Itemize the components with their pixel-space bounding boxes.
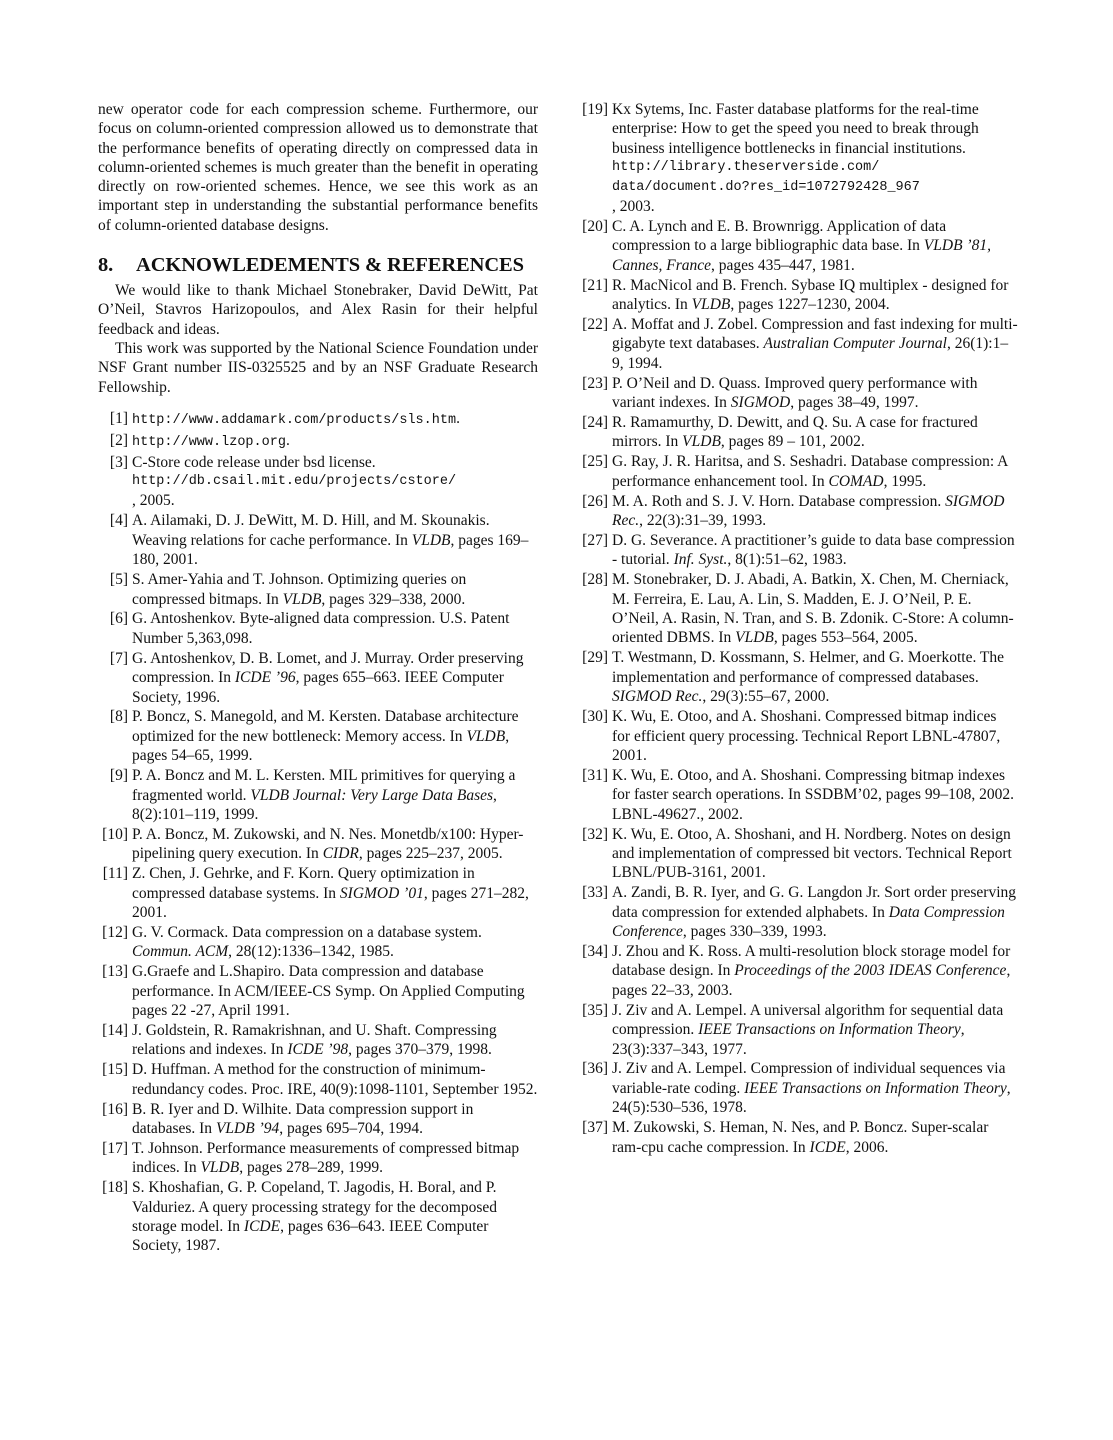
reference-text: C. A. Lynch and E. B. Brownrigg. Application of data compression to a large bibliographic data base. In [612, 217, 947, 255]
reference-number: [22] [582, 315, 608, 333]
reference-item [578, 648, 1018, 706]
reference-text: B. R. Iyer and D. Wilhite. Data compression support in databases. In [132, 1100, 474, 1137]
reference-number: [6] [109, 610, 128, 628]
reference-text: A. Ailamaki, D. J. DeWitt, M. D. Hill, and M. Skounakis. Weaving relations for cache performance. In [132, 512, 490, 549]
reference-item [578, 315, 1018, 373]
reference-item [98, 609, 538, 648]
reference-item [578, 413, 1018, 452]
reference-text: , pages 169–180, 2001. [132, 531, 529, 569]
reference-item [98, 1178, 538, 1256]
reference-text: P. Boncz, S. Manegold, and M. Kersten. Database architecture optimized for the new bottleneck: Memory access. In [132, 708, 519, 745]
reference-venue: VLDB Journal: Very Large Data Bases [250, 786, 494, 804]
reference-item [98, 409, 538, 430]
reference-venue: Inf. Syst. [673, 551, 728, 569]
reference-venue: ICDE ’96 [234, 669, 296, 687]
reference-number: [2] [109, 431, 128, 449]
reference-number: [33] [582, 884, 608, 902]
reference-text: , 24(5):530–536, 1978. [612, 1079, 1011, 1117]
reference-number: [25] [582, 453, 608, 471]
reference-venue: Commun. ACM [132, 943, 229, 961]
reference-text: S. Amer-Yahia and T. Johnson. Optimizing queries on compressed bitmaps. In [132, 571, 467, 608]
reference-item [578, 1118, 1018, 1157]
left-column [98, 100, 538, 1256]
reference-number: [29] [582, 649, 608, 667]
reference-number: [3] [109, 453, 128, 471]
reference-text: A. Zandi, B. R. Iyer, and G. G. Langdon Jr. Sort order preserving data compression for extended alphabets. In [612, 884, 1017, 921]
intro-paragraph: new operator code for each compression scheme. Furthermore, our focus on column-oriented compression allowed us to demonstrate that the performance benefits of operating directly on compressed data in column-oriented schemes is much greater than the benefit in operating directly on row-oriented schemes. Hence, we see this work as an important step in understanding the substantial performance benefits of column-oriented database designs. [98, 101, 538, 234]
reference-item [98, 864, 538, 922]
reference-item [578, 1059, 1018, 1117]
funding-paragraph: This work was supported by the National Science Foundation under NSF Grant number IIS-0325525 and by an NSF Graduate Research Fellowship. [98, 339, 538, 396]
reference-list-left [98, 409, 538, 1256]
reference-number: [15] [102, 1061, 128, 1079]
reference-text: C-Store code release under bsd license. [132, 453, 376, 471]
reference-text: . [285, 431, 290, 449]
reference-venue: VLDB [282, 590, 322, 608]
reference-text: Kx Sytems, Inc. Faster database platforms for the real-time enterprise: How to get the speed you need to break through business intelligence bottlenecks in financial institutions. [612, 101, 979, 157]
reference-item [98, 923, 538, 962]
reference-item [578, 374, 1018, 413]
reference-number: [37] [582, 1119, 608, 1137]
reference-text: D. G. Severance. A practitioner’s guide to data base compression - tutorial. [612, 531, 1015, 569]
reference-number: [23] [582, 374, 608, 392]
reference-text: , pages 370–379, 1998. [348, 1041, 492, 1059]
reference-text: P. A. Boncz, M. Zukowski, and N. Nes. Monetdb/x100: Hyper-pipelining query execution. In [132, 825, 524, 863]
reference-item [98, 1021, 538, 1060]
reference-venue: SIGMOD [730, 394, 791, 412]
reference-venue: VLDB [735, 629, 774, 647]
reference-number: [19] [582, 101, 608, 118]
reference-number: [1] [109, 409, 128, 427]
reference-number: [31] [582, 766, 608, 784]
reference-text: , pages 54–65, 1999. [132, 727, 510, 765]
reference-item [98, 570, 538, 609]
reference-text: T. Johnson. Performance measurements of compressed bitmap indices. In [132, 1139, 520, 1177]
reference-number: [30] [582, 708, 608, 726]
reference-item [578, 570, 1018, 648]
reference-venue: VLDB [200, 1159, 240, 1177]
reference-number: [27] [582, 531, 608, 549]
reference-item [98, 1100, 538, 1139]
reference-number: [18] [102, 1179, 128, 1197]
reference-number: [8] [109, 708, 128, 726]
reference-text: , 29(3):55–67, 2000. [702, 688, 830, 706]
reference-url: http://db.csail.mit.edu/projects/cstore/ [132, 474, 457, 490]
reference-number: [12] [102, 923, 128, 941]
reference-text: , 1995. [883, 472, 927, 490]
reference-item [98, 511, 538, 569]
reference-text: J. Ziv and A. Lempel. A universal algorithm for sequential data compression. [612, 1001, 1004, 1039]
reference-text: G. Antoshenkov, D. B. Lomet, and J. Murray. Order preserving compression. In [132, 649, 524, 687]
reference-venue: VLDB ’94 [215, 1119, 280, 1137]
reference-text: R. Ramamurthy, D. Dewitt, and Q. Su. A case for fractured mirrors. In [612, 414, 978, 451]
reference-item [578, 492, 1018, 531]
reference-text: M. Stonebraker, D. J. Abadi, A. Batkin, X. Chen, M. Cherniack, M. Ferreira, E. Lau, A. Lin, S. Madden, E. J. O’Neil, P. E. O’Neil, A. Rasin, N. Tran, and S. B. Zdonik. C-Store: A column-oriented DBMS. In [612, 571, 1014, 647]
reference-text: J. Ziv and A. Lempel. Compression of individual sequences via variable-rate coding. [612, 1060, 1006, 1097]
reference-item [98, 707, 538, 765]
reference-text: , pages 225–237, 2005. [358, 845, 503, 863]
reference-text: M. A. Roth and S. J. V. Horn. Database compression. [612, 492, 946, 510]
reference-venue: Australian Computer Journal [763, 335, 947, 353]
reference-item [578, 942, 1018, 1000]
reference-text: G. Ray, J. R. Haritsa, and S. Seshadri. Database compression: A performance enhancement tool. In [612, 453, 1008, 490]
reference-number: [26] [582, 492, 608, 510]
reference-text: Z. Chen, J. Gehrke, and F. Korn. Query optimization in compressed database systems. In [132, 865, 475, 902]
reference-number: [5] [109, 571, 128, 589]
reference-venue: SIGMOD Rec. [612, 492, 1005, 530]
reference-venue: Data Compression Conference [612, 903, 1005, 941]
reference-venue: VLDB [682, 433, 721, 451]
reference-venue: SIGMOD Rec. [612, 688, 703, 706]
reference-venue: IEEE Transactions on Information Theory [698, 1021, 961, 1039]
reference-venue: VLDB [411, 531, 451, 549]
reference-venue: VLDB [691, 296, 731, 314]
reference-item [578, 766, 1018, 824]
reference-item [578, 100, 1018, 216]
reference-text: K. Wu, E. Otoo, A. Shoshani, and H. Nordberg. Notes on design and implementation of compressed bit vectors. Technical Report LBNL/PUB-3161, 2001. [612, 825, 1012, 882]
reference-text: , pages 38–49, 1997. [790, 394, 919, 412]
reference-venue: IEEE Transactions on Information Theory [744, 1079, 1007, 1097]
reference-venue: ICDE [243, 1218, 281, 1236]
reference-text: , pages 636–643. IEEE Computer Society, 1987. [132, 1218, 489, 1255]
reference-text: , 8(2):101–119, 1999. [132, 786, 497, 823]
reference-item [578, 276, 1018, 315]
reference-venue: Proceedings of the 2003 IDEAS Conference [734, 962, 1007, 980]
reference-text: , pages 553–564, 2005. [773, 629, 918, 647]
reference-number: [14] [102, 1021, 128, 1039]
reference-number: [36] [582, 1060, 608, 1078]
reference-text: , pages 655–663. IEEE Computer Society, 1996. [132, 669, 504, 706]
reference-url: data/document.do?res_id=1072792428_967 [612, 179, 920, 195]
reference-text: A. Moffat and J. Zobel. Compression and fast indexing for multi-gigabyte text databases. [612, 315, 1018, 353]
reference-text: J. Goldstein, R. Ramakrishnan, and U. Shaft. Compressing relations and indexes. In [132, 1021, 497, 1059]
reference-text: J. Zhou and K. Ross. A multi-resolution block storage model for database design. In [612, 942, 1011, 980]
reference-item [98, 1060, 538, 1099]
reference-venue: CIDR [322, 845, 359, 863]
reference-text: , 23(3):337–343, 1977. [612, 1021, 965, 1058]
reference-item [578, 883, 1018, 941]
reference-text: K. Wu, E. Otoo, and A. Shoshani. Compressed bitmap indices for efficient query processing. Technical Report LBNL-47807, 2001. [612, 708, 1001, 764]
reference-number: [7] [109, 649, 128, 667]
reference-venue: VLDB ’81, Cannes, France [612, 237, 991, 274]
reference-text: , 8(1):51–62, 1983. [727, 551, 847, 569]
reference-text: , 2005. [132, 492, 175, 510]
reference-number: [20] [582, 217, 608, 235]
section-title: ACKNOWLEDEMENTS & REFERENCES [136, 254, 524, 277]
reference-text: , 2006. [845, 1138, 889, 1156]
reference-text: , 22(3):31–39, 1993. [639, 512, 767, 530]
reference-number: [32] [582, 825, 608, 843]
reference-venue: ICDE ’98 [287, 1041, 349, 1059]
reference-venue: COMAD [828, 472, 884, 490]
reference-text: S. Khoshafian, G. P. Copeland, T. Jagodis, H. Boral, and P. Valduriez. A query processing strategy for the decomposed storage model. In [132, 1179, 498, 1236]
reference-item [578, 1001, 1018, 1059]
section-heading [98, 253, 538, 277]
reference-item [98, 825, 538, 864]
reference-venue: VLDB [466, 727, 506, 745]
reference-text: , pages 435–447, 1981. [711, 256, 855, 274]
reference-text: , pages 278–289, 1999. [239, 1159, 383, 1177]
reference-number: [4] [109, 512, 128, 530]
reference-text: P. O’Neil and D. Quass. Improved query performance with variant indexes. In [612, 374, 978, 412]
reference-text: M. Zukowski, S. Heman, N. Nes, and P. Boncz. Super-scalar ram-cpu cache compression. In [612, 1119, 989, 1156]
acknowledgement-paragraph: We would like to thank Michael Stonebraker, David DeWitt, Pat O’Neil, Stavros Harizopoulos, and Alex Rasin for their helpful feedback and ideas. [98, 282, 538, 338]
reference-item [98, 766, 538, 824]
reference-venue: ICDE [809, 1138, 846, 1156]
reference-text: P. A. Boncz and M. L. Kersten. MIL primitives for querying a fragmented world. [132, 767, 516, 804]
reference-text: D. Huffman. A method for the construction of minimum-redundancy codes. Proc. IRE, 40(9):1098-1101, September 1952. [132, 1061, 538, 1098]
reference-text: , pages 271–282, 2001. [132, 884, 529, 922]
reference-item [578, 707, 1018, 765]
reference-item [98, 431, 538, 452]
section-number: 8. [98, 254, 114, 277]
reference-text: K. Wu, E. Otoo, and A. Shoshani. Compressing bitmap indexes for faster search operations. In SSDBM’02, pages 99–108, 2002. LBNL-49627., 2002. [612, 766, 1015, 823]
reference-number: [10] [102, 825, 128, 843]
reference-number: [11] [102, 865, 128, 883]
reference-number: [34] [582, 942, 608, 960]
reference-text: T. Westmann, D. Kossmann, S. Helmer, and G. Moerkotte. The implementation and performance of compressed databases. [612, 649, 1005, 686]
reference-text: , pages 695–704, 1994. [279, 1119, 424, 1137]
reference-text: G. Antoshenkov. Byte-aligned data compression. U.S. Patent Number 5,363,098. [132, 610, 510, 647]
reference-url: http://library.theserverside.com/ [612, 160, 880, 176]
reference-item [578, 825, 1018, 883]
reference-number: [35] [582, 1001, 608, 1019]
reference-number: [24] [582, 414, 608, 431]
reference-text: , 28(12):1336–1342, 1985. [228, 943, 394, 961]
reference-url: http://www.addamark.com/products/sls.htm [132, 412, 457, 428]
reference-text: , 2003. [612, 198, 655, 216]
reference-number: [16] [102, 1100, 128, 1118]
right-column [578, 100, 1018, 1157]
reference-item [98, 649, 538, 707]
reference-text: , pages 89 – 101, 2002. [720, 433, 865, 451]
reference-item [98, 1139, 538, 1178]
reference-number: [9] [109, 767, 128, 785]
reference-list-right [578, 100, 1018, 1157]
reference-url: http://www.lzop.org [132, 434, 286, 450]
reference-item [98, 453, 538, 511]
reference-number: [17] [102, 1139, 128, 1157]
reference-item [578, 452, 1018, 491]
reference-item [578, 531, 1018, 570]
reference-text: , pages 1227–1230, 2004. [730, 296, 890, 314]
reference-number: [28] [582, 571, 608, 589]
reference-text: G.Graefe and L.Shapiro. Data compression and database performance. In ACM/IEEE-CS Symp. On Applied Computing pages 22 -27, April 1991. [132, 963, 525, 1020]
reference-number: [21] [582, 276, 608, 294]
reference-text: R. MacNicol and B. French. Sybase IQ multiplex - designed for analytics. In [612, 276, 1009, 314]
reference-text: , pages 330–339, 1993. [682, 923, 827, 941]
reference-text: , pages 329–338, 2000. [321, 590, 466, 608]
reference-item [578, 217, 1018, 275]
reference-text: G. V. Cormack. Data compression on a database system. [132, 923, 482, 941]
reference-venue: SIGMOD ’01 [339, 884, 424, 902]
reference-text: , 26(1):1–9, 1994. [612, 335, 1009, 372]
reference-item [98, 962, 538, 1020]
reference-text: . [456, 409, 460, 427]
reference-number: [13] [102, 963, 128, 981]
reference-text: , pages 22–33, 2003. [612, 962, 1011, 999]
